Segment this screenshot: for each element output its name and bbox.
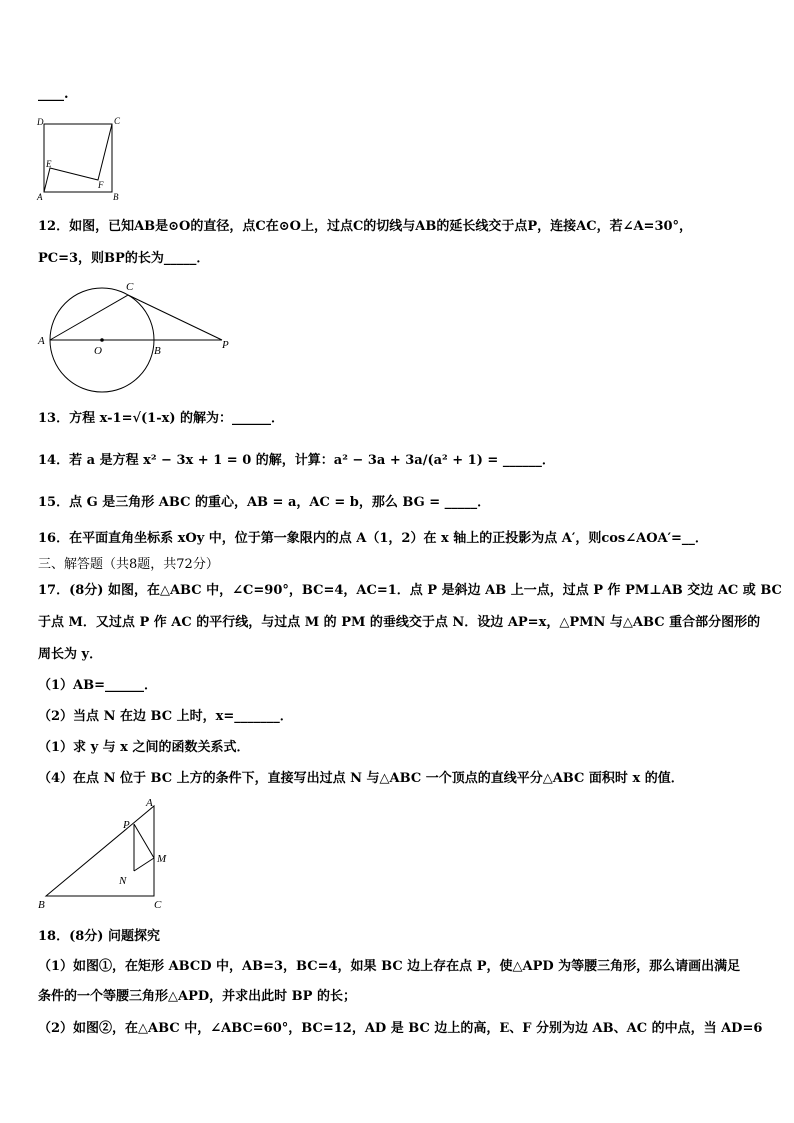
q17-part1: （1）AB=______． — [38, 678, 158, 693]
label-M: M — [157, 853, 167, 865]
q12-line2: PC=3，则BP的长为_____． — [38, 251, 210, 266]
answer-blank-q11: ____. — [38, 87, 69, 102]
label-O: O — [94, 345, 102, 357]
q12-line1: 12．如图，已知AB是⊙O的直径，点C在⊙O上，过点C的切线与AB的延长线交于点P，连接AC，若∠A=30°， — [38, 219, 693, 234]
q17-line3: 周长为 y． — [38, 647, 103, 662]
q18-part1-line2: 条件的一个等腰三角形△APD，并求出此时 BP 的长； — [38, 989, 356, 1004]
q17-part4: （4）在点 N 位于 BC 上方的条件下，直接写出过点 N 与△ABC 一个顶点的直线平分△ABC 面积时 x 的值． — [38, 771, 684, 786]
segment-PM — [134, 824, 154, 858]
q18-part2: （2）如图②，在△ABC 中，∠ABC=60°，BC=12，AD 是 BC 边上的高，E、F 分别为边 AB、AC 的中点，当 AD=6 — [38, 1021, 763, 1036]
figure-q17-triangle — [36, 796, 186, 912]
label-B: B — [38, 899, 45, 911]
figure-q11-square — [36, 116, 126, 200]
label-B: B — [154, 345, 161, 357]
q15-text: 15．点 G 是三角形 ABC 的重心，AB = a，AC = b，那么 BG = _____． — [38, 495, 491, 510]
label-N: N — [119, 875, 127, 887]
center-O-dot — [100, 338, 104, 342]
q18-title: 18．(8分) 问题探究 — [38, 929, 160, 944]
q17-line1: 17．(8分) 如图，在△ABC 中，∠C=90°，BC=4，AC=1．点 P 是斜边 AB 上一点，过点 P 作 PM⊥AB 交边 AC 或 BC — [38, 583, 782, 598]
q14-text: 14．若 a 是方程 x² − 3x + 1 = 0 的解，计算：a² − 3a + 3a/(a² + 1) = ______． — [38, 453, 555, 468]
line-AC — [50, 295, 128, 340]
q17-part3: （1）求 y 与 x 之间的函数关系式． — [38, 740, 250, 755]
figure-q12-circle — [36, 276, 246, 396]
label-A: A — [38, 335, 45, 347]
triangle-ABC — [46, 806, 154, 896]
tangent-CP — [128, 295, 222, 340]
segment-NM — [134, 858, 154, 871]
q17-line2: 于点 M．又过点 P 作 AC 的平行线，与过点 M 的 PM 的垂线交于点 N．设边 AP=x，△PMN 与△ABC 重合部分图形的 — [38, 615, 761, 630]
label-P: P — [123, 819, 130, 831]
label-P: P — [222, 339, 229, 351]
q17-part2: （2）当点 N 在边 BC 上时，x=_______． — [38, 709, 293, 724]
label-B: B — [113, 192, 119, 200]
q18-part1-line1: （1）如图①，在矩形 ABCD 中，AB=3，BC=4，如果 BC 边上存在点 P，使△APD 为等腰三角形，那么请画出满足 — [38, 959, 741, 974]
label-C: C — [154, 899, 162, 911]
label-D: D — [37, 117, 44, 127]
label-C: C — [114, 116, 121, 126]
label-A: A — [146, 797, 153, 809]
q13-text: 13．方程 x-1=√(1-x) 的解为：______． — [38, 411, 285, 426]
section-header: 三、解答题（共8题，共72分） — [38, 557, 219, 572]
label-E: E — [46, 159, 52, 169]
q16-text: 16．在平面直角坐标系 xOy 中，位于第一象限内的点 A（1，2）在 x 轴上的正投影为点 A′，则cos∠AOA′=__． — [38, 531, 708, 546]
label-A: A — [37, 192, 43, 200]
label-C: C — [126, 281, 134, 293]
label-F: F — [98, 180, 104, 190]
